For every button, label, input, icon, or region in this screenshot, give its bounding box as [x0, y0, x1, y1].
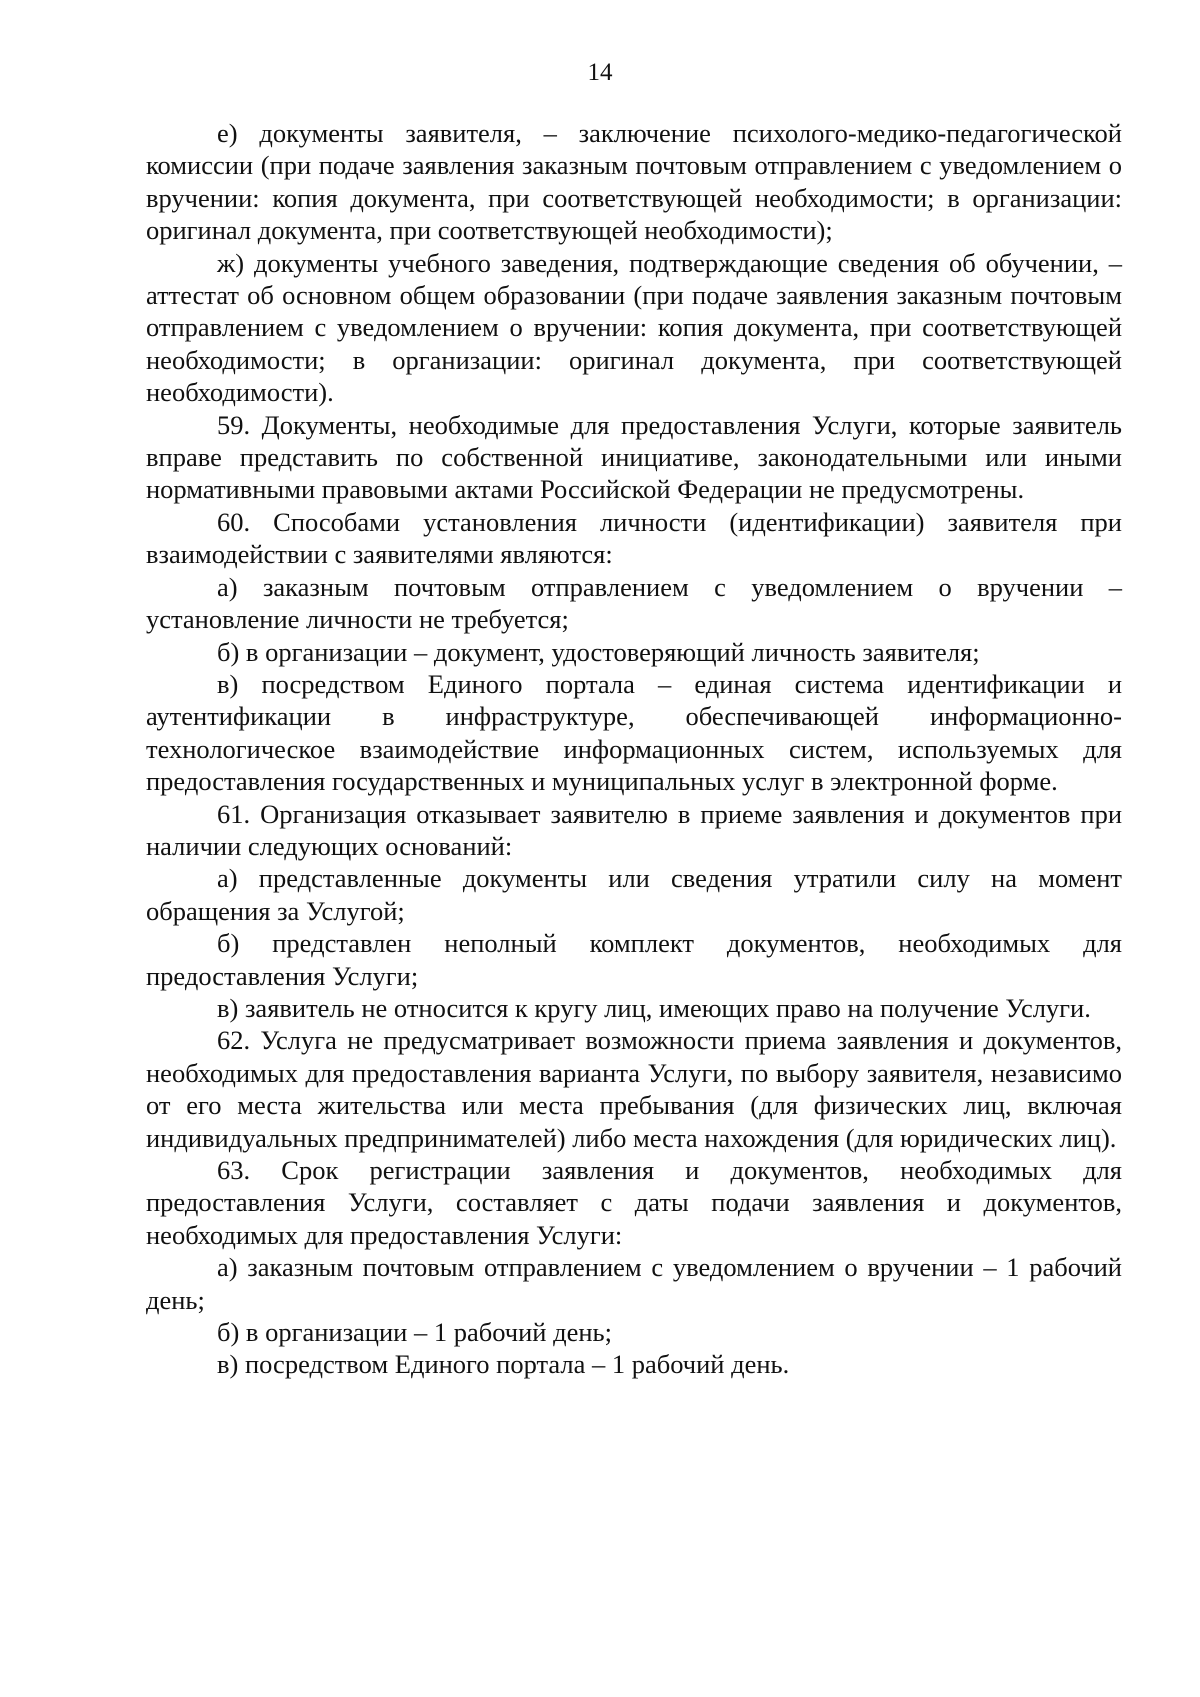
page-number: 14 — [587, 59, 613, 86]
paragraph-63: 63. Срок регистрации заявления и документов, необходимых для предоставления Услуги, составляет с даты подачи заявления и документов, необходимых для предоставления Услуги: — [146, 1155, 1122, 1250]
paragraph-60-a: а) заказным почтовым отправлением с уведомлением о вручении – установление личности не требуется; — [146, 571, 1122, 635]
paragraph-zh-school-documents: ж) документы учебного заведения, подтверждающие сведения об обучении, – аттестат об основном общем образовании (при подаче заявления заказным почтовым отправлением с уведомлением о вручении: копия документа, при соответствующей необходимости; в организации: оригинал документа, при соответствующей необходимости). — [146, 247, 1122, 408]
paragraph-60: 60. Способами установления личности (идентификации) заявителя при взаимодействии с заявителями являются: — [146, 506, 1122, 570]
paragraph-60-v: в) посредством Единого портала – единая система идентификации и аутентификации в инфраструктуре, обеспечивающей информационно-технологическое взаимодействие информационных систем, используемых для предоставления государственных и муниципальных услуг в электронной форме. — [146, 668, 1122, 797]
paragraph-62: 62. Услуга не предусматривает возможности приема заявления и документов, необходимых для предоставления варианта Услуги, по выбору заявителя, независимо от его места жительства или места пребывания (для физических лиц, включая индивидуальных предпринимателей) либо места нахождения (для юридических лиц). — [146, 1025, 1122, 1153]
paragraph-60-b: б) в организации – документ, удостоверяющий личность заявителя; — [217, 636, 980, 667]
paragraph-61-v: в) заявитель не относится к кругу лиц, имеющих право на получение Услуги. — [217, 992, 1091, 1023]
paragraph-63-b: б) в организации – 1 рабочий день; — [217, 1317, 612, 1348]
paragraph-e-commission-conclusion: е) документы заявителя, – заключение психолого-медико-педагогической комиссии (при подаче заявления заказным почтовым отправлением с уведомлением о вручении: копия документа, при соответствующей необходимости; в организации: оригинал документа, при соответствующей необходимости); — [146, 118, 1122, 246]
paragraph-61: 61. Организация отказывает заявителю в приеме заявления и документов при наличии следующих оснований: — [146, 798, 1122, 861]
paragraph-63-v: в) посредством Единого портала – 1 рабочий день. — [217, 1349, 790, 1380]
paragraph-61-a: а) представленные документы или сведения утратили силу на момент обращения за Услугой; — [146, 863, 1122, 926]
paragraph-61-b: б) представлен неполный комплект документов, необходимых для предоставления Услуги; — [146, 928, 1122, 991]
paragraph-59: 59. Документы, необходимые для предоставления Услуги, которые заявитель вправе представить по собственной инициативе, законодательными или иными нормативными правовыми актами Российской Федерации не предусмотрены. — [146, 409, 1122, 505]
paragraph-63-a: а) заказным почтовым отправлением с уведомлением о вручении – 1 рабочий день; — [146, 1252, 1122, 1315]
document-body — [146, 117, 1122, 1381]
